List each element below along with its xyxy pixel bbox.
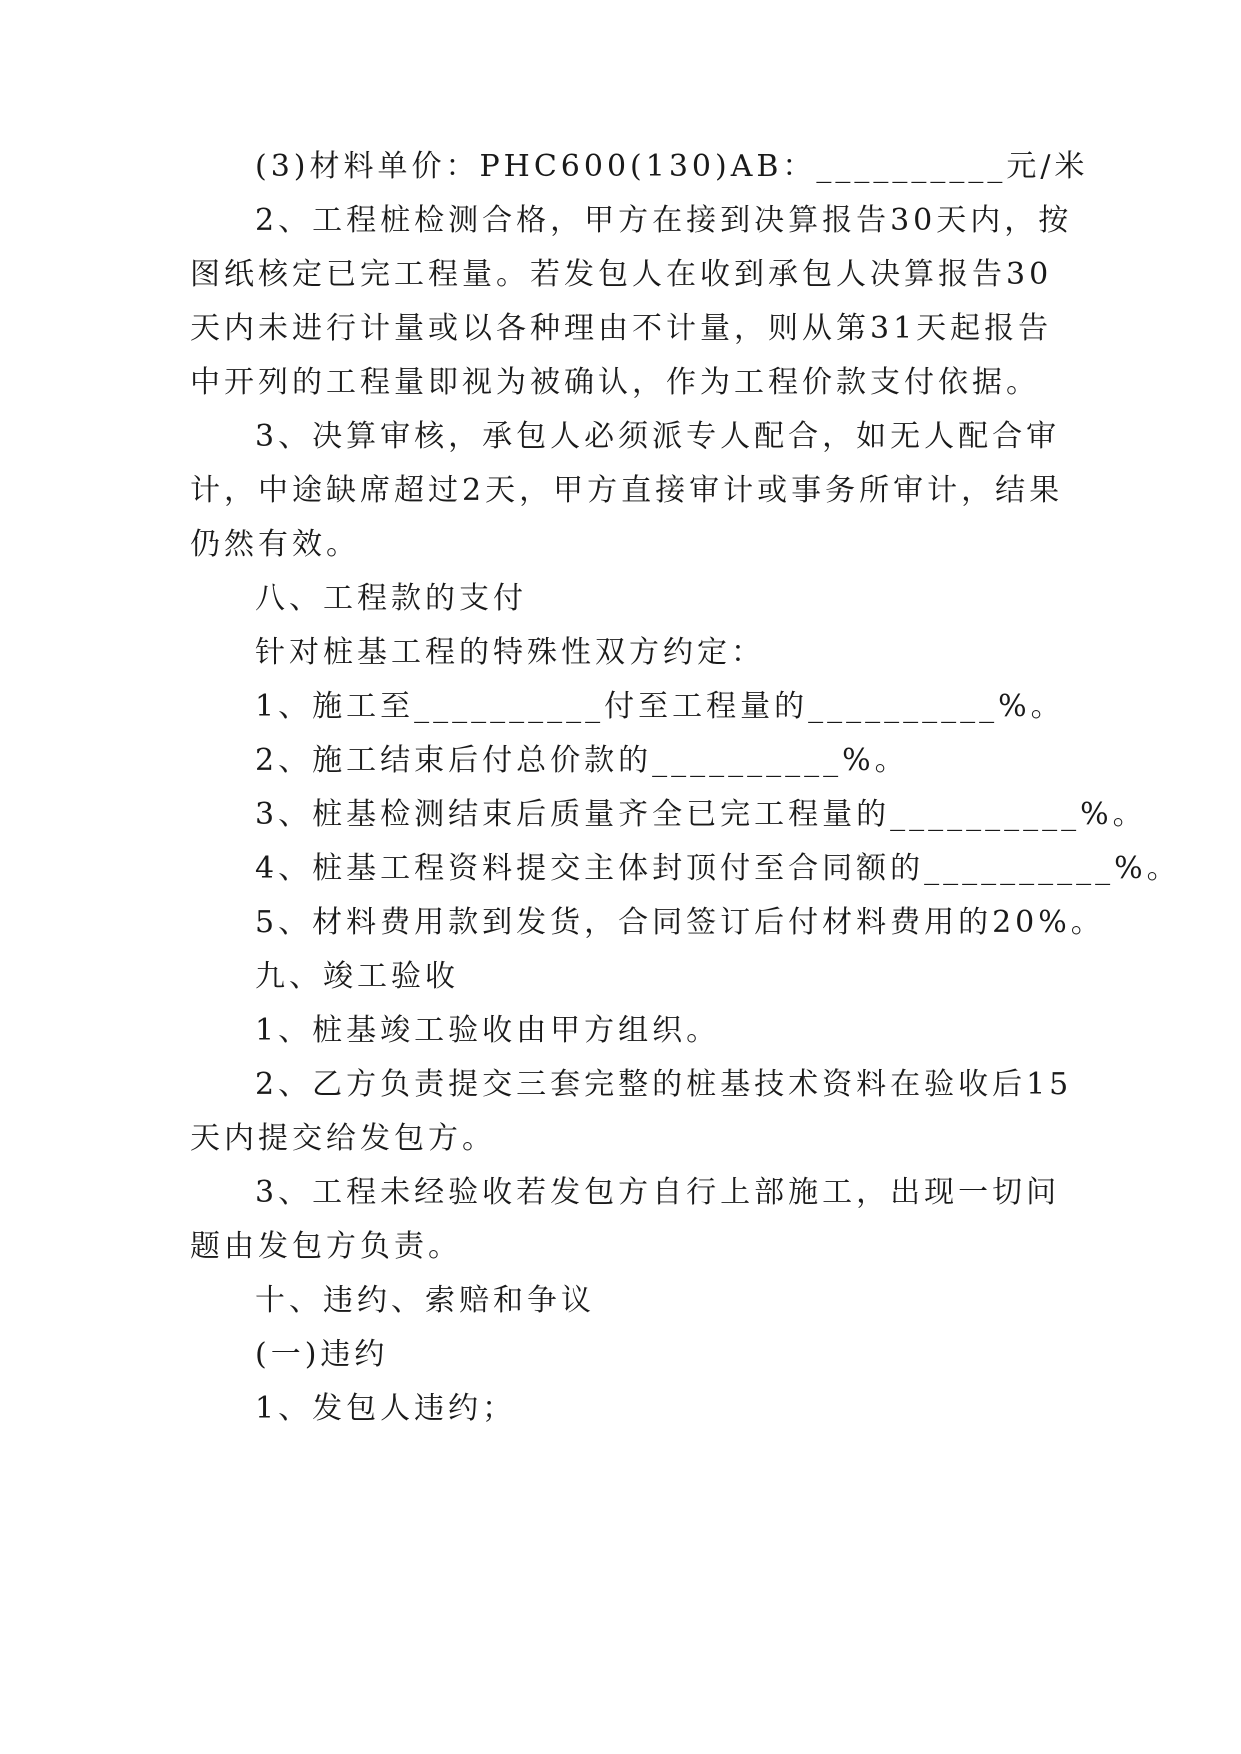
subsection-heading: (一)违约 [255, 1337, 389, 1372]
text-line-18: 2、乙方负责提交三套完整的桩基技术资料在验收后15 [255, 1067, 1073, 1102]
text-line-7: 计，中途缺席超过2天，甲方直接审计或事务所审计，结果 [190, 473, 1064, 508]
text-line-14: 4、桩基工程资料提交主体封顶付至合同额的__________%。 [255, 851, 1181, 886]
text-line-6: 3、决算审核，承包人必须派专人配合，如无人配合审 [255, 419, 1061, 454]
text-line-17: 1、桩基竣工验收由甲方组织。 [255, 1013, 721, 1048]
text-line-4: 天内未进行计量或以各种理由不计量，则从第31天起报告 [190, 311, 1053, 346]
text-line-13: 3、桩基检测结束后质量齐全已完工程量的__________%。 [255, 797, 1147, 832]
text-line-1: (3)材料单价：PHC600(130)AB：__________元/米 [255, 149, 1089, 184]
text-line-10: 针对桩基工程的特殊性双方约定： [255, 635, 765, 670]
text-line-2: 2、工程桩检测合格，甲方在接到决算报告30天内，按 [255, 203, 1073, 238]
text-line-5: 中开列的工程量即视为被确认，作为工程价款支付依据。 [190, 365, 1040, 400]
text-line-11: 1、施工至__________付至工程量的__________%。 [255, 689, 1065, 724]
text-line-20: 3、工程未经验收若发包方自行上部施工，出现一切问 [255, 1175, 1061, 1210]
section-heading-9: 九、竣工验收 [255, 959, 459, 994]
text-line-24: 1、发包人违约； [255, 1391, 517, 1426]
text-line-12: 2、施工结束后付总价款的__________%。 [255, 743, 909, 778]
text-line-8: 仍然有效。 [190, 527, 360, 562]
text-line-3: 图纸核定已完工程量。若发包人在收到承包人决算报告30 [190, 257, 1053, 292]
text-line-19: 天内提交给发包方。 [190, 1121, 496, 1156]
text-line-15: 5、材料费用款到发货，合同签订后付材料费用的20%。 [255, 905, 1105, 940]
section-heading-10: 十、违约、索赔和争议 [255, 1283, 595, 1318]
section-heading-8: 八、工程款的支付 [255, 581, 527, 616]
text-line-21: 题由发包方负责。 [190, 1229, 462, 1264]
